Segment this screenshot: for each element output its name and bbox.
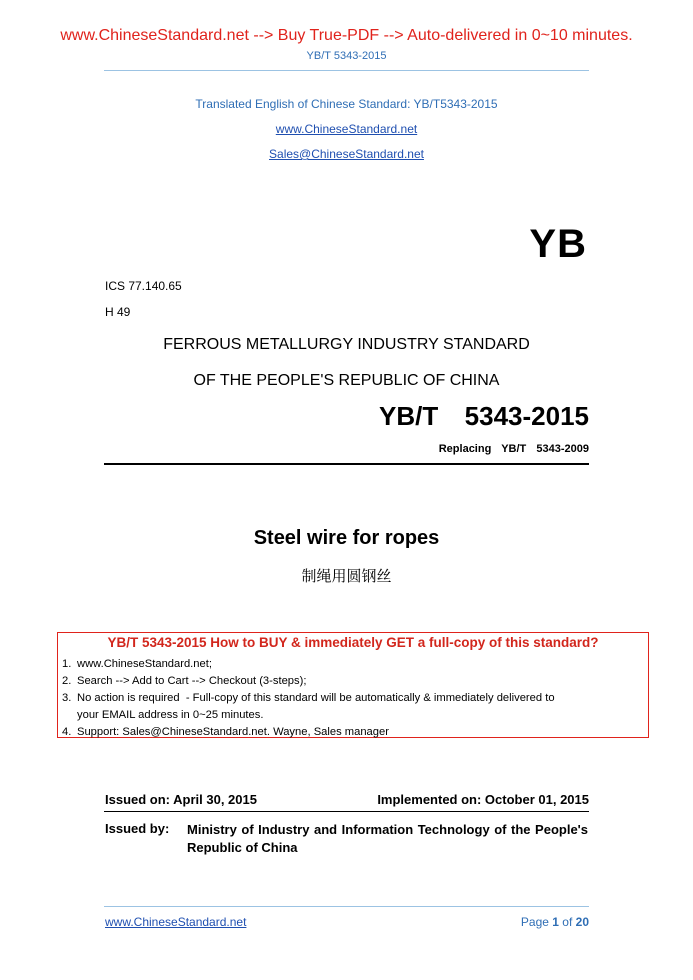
translated-note: Translated English of Chinese Standard: YB/T5343-2015 [195,97,498,111]
list-item-number: 1. [62,658,72,670]
page-of: of [558,915,576,929]
header-divider [104,70,589,71]
issued-by-organization: Ministry of Industry and Information Technology of the People's Republic of China [187,822,588,855]
list-item-text: Search --> Add to Cart --> Checkout (3-steps); [77,675,307,687]
title-divider [104,463,589,465]
list-item [62,656,555,673]
footer-divider [104,906,589,907]
document-title-cn: 制绳用圆钢丝 [301,567,392,585]
footer-site-link[interactable]: www.ChineseStandard.net [105,915,247,929]
buy-heading: YB/T 5343-2015 How to BUY & immediately GET a full-copy of this standard? [107,635,599,650]
replacing-note: Replacing YB/T 5343-2009 [438,443,589,455]
ics-code: ICS 77.140.65 [105,279,182,293]
list-item-continuation: your EMAIL address in 0~25 minutes. [77,709,264,721]
issued-on-date: Issued on: April 30, 2015 [105,792,257,807]
sales-email-text[interactable]: Sales@ChineseStandard.net [269,147,424,161]
list-item [62,673,555,690]
list-item-number: 4. [62,726,72,738]
issued-by-label: Issued by: [105,821,170,836]
list-item-text: No action is required - Full-copy of this standard will be automatically & immediately delivered to [77,692,555,704]
document-title-en: Steel wire for ropes [253,527,440,549]
issuance-divider [104,811,589,812]
list-item-text: Support: Sales@ChineseStandard.net. Wayne, Sales manager [77,726,389,738]
list-item-number: 2. [62,675,72,687]
list-item-number: 3. [62,692,72,704]
list-item [62,690,555,707]
buy-banner[interactable]: www.ChineseStandard.net --> Buy True-PDF --> Auto-delivered in 0~10 minutes. [60,27,633,44]
standard-number: YB/T 5343-2015 [378,401,589,431]
header-standard-code: YB/T 5343-2015 [306,50,387,62]
buy-info-box [57,632,649,738]
implemented-on-date: Implemented on: October 01, 2015 [377,792,589,807]
standard-title-line1: FERROUS METALLURGY INDUSTRY STANDARD [163,336,530,353]
page-number: 1 [552,915,559,929]
page-indicator [521,915,589,929]
page-prefix: Page [520,915,553,929]
page-total: 20 [575,915,589,929]
h-code: H 49 [105,305,131,319]
list-item [62,724,555,741]
buy-steps-list [62,656,555,741]
sales-email-link[interactable] [0,147,693,161]
site-link-text[interactable]: www.ChineseStandard.net [275,122,418,136]
list-item-text[interactable]: www.ChineseStandard.net; [77,658,212,670]
yb-logo: YB [529,222,587,266]
site-link[interactable] [0,122,693,136]
standard-title-line2: OF THE PEOPLE'S REPUBLIC OF CHINA [193,372,500,389]
